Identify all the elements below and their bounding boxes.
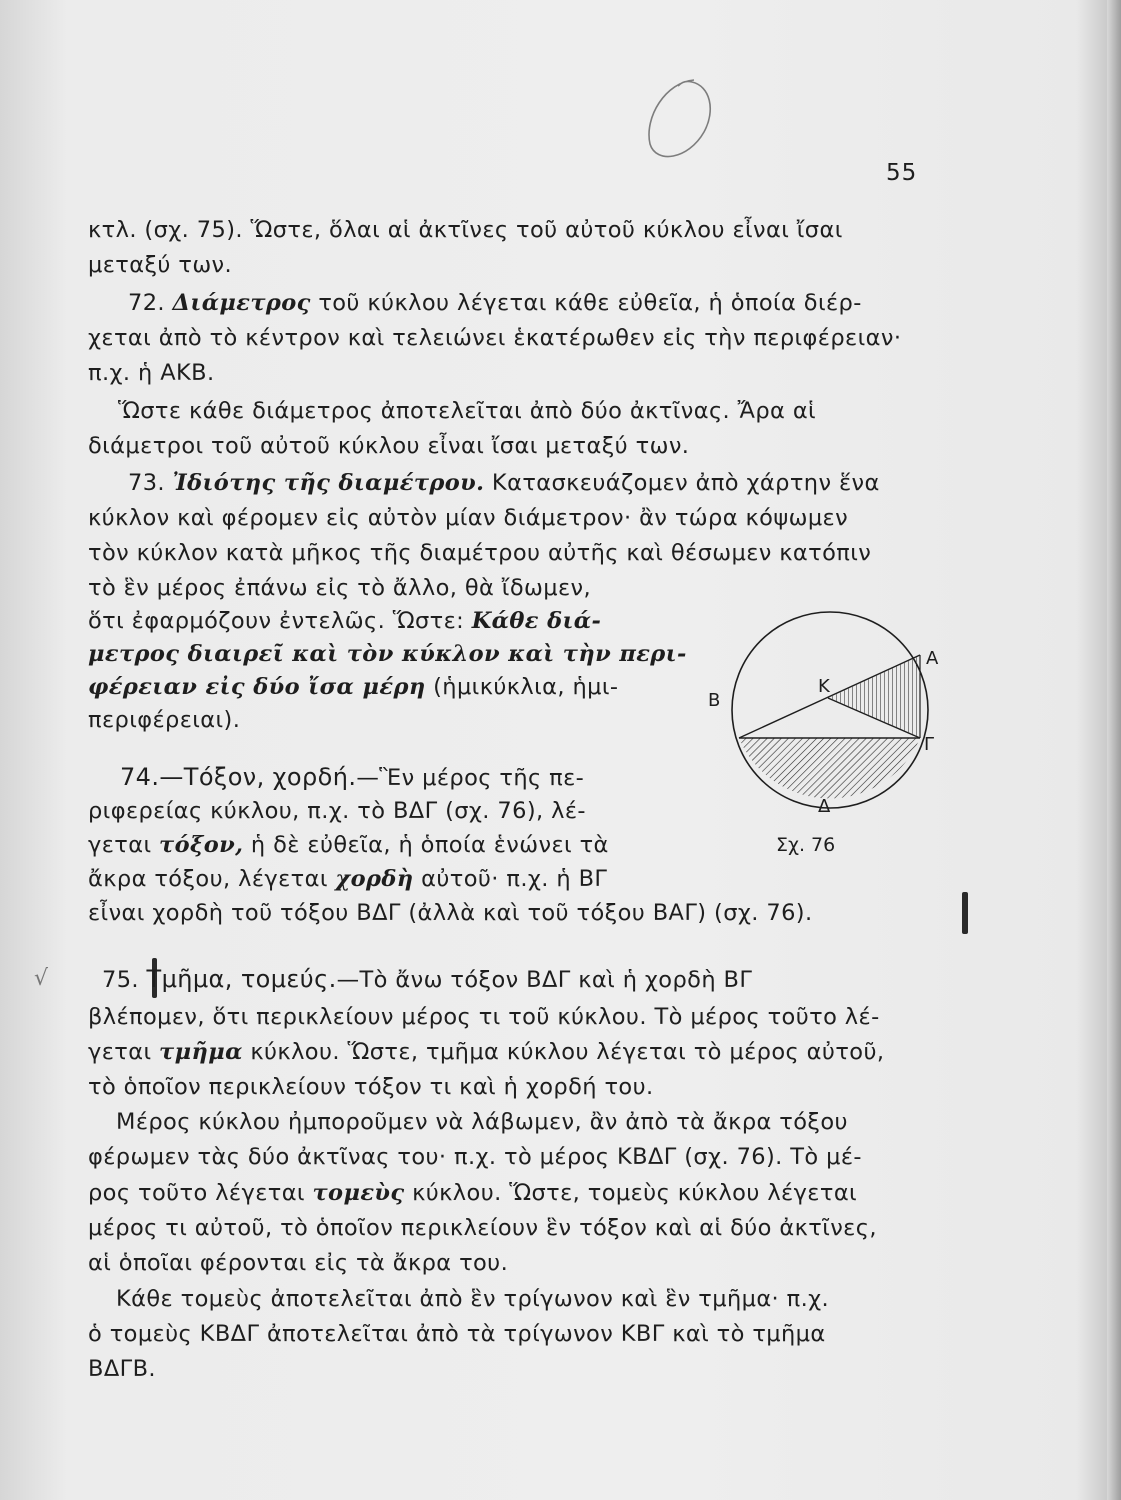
text-line	[88, 1176, 948, 1212]
text-span: αὐτοῦ· π.χ. ἡ ΒΓ	[413, 866, 608, 892]
segment-hatched	[739, 738, 920, 798]
text-line: αἱ ὁποῖαι φέρονται εἰς τὰ ἄκρα του.	[88, 1250, 509, 1276]
figure-76	[700, 600, 960, 860]
text-line: ριφερείας κύκλου, π.χ. τὸ ΒΔΓ (σχ. 76), λέ-	[88, 798, 586, 824]
section-number: 72.	[128, 290, 165, 316]
text-span: γεται	[88, 832, 160, 858]
text-line: τὸ ὁποῖον περικλείουν τόξον τι καὶ ἡ χορδή του.	[88, 1074, 654, 1100]
text-span: —Ἓν μέρος τῆς πε-	[356, 765, 585, 791]
term-toxon-chordi: Τόξον, χορδή.	[183, 763, 357, 791]
text-span: κύκλου. Ὥστε, τομεὺς κύκλου λέγεται	[404, 1180, 858, 1206]
text-span: τοῦ κύκλου λέγεται κάθε εὐθεῖα, ἡ ὁποία διέρ-	[310, 290, 862, 316]
theorem-text: Κάθε διά-	[471, 608, 602, 634]
triangle-hatched	[828, 655, 920, 738]
paragraph-75-heading	[88, 962, 948, 999]
text-line: μεταξύ των.	[88, 252, 233, 278]
margin-tick: √	[34, 966, 49, 991]
text-span: ὅτι ἐφαρμόζουν ἐντελῶς. Ὥστε:	[88, 608, 472, 634]
figure-caption: Σχ. 76	[776, 834, 836, 856]
text-line: κύκλον καὶ φέρομεν εἰς αὐτὸν μίαν διάμετρον· ἂν τώρα κόψωμεν	[88, 505, 849, 531]
paragraph-74-heading	[88, 760, 700, 797]
text-line: εἶναι χορδὴ τοῦ τόξου ΒΔΓ (ἀλλὰ καὶ τοῦ τόξου ΒΑΓ) (σχ. 76).	[88, 900, 813, 926]
margin-mark	[962, 892, 968, 934]
text-line: π.χ. ἡ ΑΚΒ.	[88, 360, 215, 386]
text-span: (ἡμικύκλια, ἡμι-	[425, 674, 619, 700]
text-span: ἡ δὲ εὐθεῖα, ἡ ὁποία ἑνώνει τὰ	[243, 832, 609, 858]
theorem-text: φέρειαν εἰς δύο ἴσα μέρη	[88, 674, 426, 700]
section-number: 73.	[128, 470, 165, 496]
paragraph-72-heading	[88, 286, 948, 322]
text-line	[88, 1035, 948, 1071]
section-number: 75.	[102, 967, 139, 993]
text-span: Κατασκευάζομεν ἀπὸ χάρτην ἕνα	[484, 470, 880, 496]
text-line: περιφέρειαι).	[88, 707, 241, 733]
text-line: Μέρος κύκλου ἠμποροῦμεν νὰ λάβωμεν, ἂν ἀπὸ τὰ ἄκρα τόξου	[116, 1109, 848, 1135]
term-tomeus: τομεὺς	[312, 1180, 405, 1206]
text-line: ὁ τομεὺς ΚΒΔΓ ἀποτελεῖται ἀπὸ τὰ τρίγωνον ΚΒΓ καὶ τὸ τμῆμα	[88, 1321, 826, 1347]
pencil-circle-mark	[636, 72, 720, 168]
page-number: 55	[886, 160, 918, 186]
term-tmima: τμῆμα	[159, 1039, 243, 1065]
text-line	[88, 862, 668, 898]
theorem-text: μετρος διαιρεῖ καὶ τὸν κύκλον καὶ τὴν περι-	[88, 641, 687, 667]
text-line: βλέπομεν, ὅτι περικλείουν μέρος τι τοῦ κύκλου. Τὸ μέρος τοῦτο λέ-	[88, 1004, 880, 1030]
text-line	[88, 604, 668, 640]
term-tmima-tomeus: Τμῆμα, τομεύς.	[146, 965, 337, 993]
text-line: χεται ἀπὸ τὸ κέντρον καὶ τελειώνει ἑκατέρωθεν εἰς τὴν περιφέρειαν·	[88, 325, 902, 351]
text-span: ἄκρα τόξου, λέγεται	[88, 866, 336, 892]
page-edge	[1107, 0, 1121, 1500]
text-line: Κάθε τομεὺς ἀποτελεῖται ἀπὸ ἓν τρίγωνον καὶ ἓν τμῆμα· π.χ.	[116, 1286, 830, 1312]
text-span: γεται	[88, 1039, 160, 1065]
text-line	[88, 670, 668, 706]
text-line: τὸν κύκλον κατὰ μῆκος τῆς διαμέτρου αὐτῆς καὶ θέσωμεν κατόπιν	[88, 540, 872, 566]
text-line	[88, 828, 668, 864]
figure-label-k: Κ	[818, 676, 830, 697]
term-idiotis: Ἰδιότης τῆς διαμέτρου.	[172, 470, 485, 496]
term-chordi: χορδὴ	[335, 866, 414, 892]
text-line: φέρωμεν τὰς δύο ἀκτῖνας του· π.χ. τὸ μέρος ΚΒΔΓ (σχ. 76). Τὸ μέ-	[88, 1144, 862, 1170]
text-line: κτλ. (σχ. 75). Ὥστε, ὅλαι αἱ ἀκτῖνες τοῦ αὐτοῦ κύκλου εἶναι ἴσαι	[88, 217, 843, 243]
figure-label-g: Γ	[924, 734, 935, 755]
figure-label-d: Δ	[818, 796, 831, 817]
term-diametros: Διάμετρος	[172, 290, 311, 316]
text-span: —Τὸ ἄνω τόξον ΒΔΓ καὶ ἡ χορδὴ ΒΓ	[336, 967, 753, 993]
figure-label-b: Β	[708, 690, 721, 711]
figure-label-a: Α	[926, 648, 939, 669]
text-line: διάμετροι τοῦ αὐτοῦ κύκλου εἶναι ἴσαι μεταξύ των.	[88, 433, 690, 459]
paragraph-73-heading	[88, 466, 948, 502]
text-line: τὸ ἓν μέρος ἐπάνω εἰς τὸ ἄλλο, θὰ ἴδωμεν,	[88, 575, 592, 601]
section-number: 74.—	[120, 763, 184, 791]
text-line: μέρος τι αὐτοῦ, τὸ ὁποῖον περικλείουν ἓν τόξον καὶ αἱ δύο ἀκτῖνες,	[88, 1215, 877, 1241]
text-line: Ὥστε κάθε διάμετρος ἀποτελεῖται ἀπὸ δύο ἀκτῖνας. Ἄρα αἱ	[118, 398, 817, 424]
text-line: ΒΔΓΒ.	[88, 1356, 156, 1382]
text-span: ρος τοῦτο λέγεται	[88, 1180, 313, 1206]
text-span: κύκλου. Ὥστε, τμῆμα κύκλου λέγεται τὸ μέρος αὐτοῦ,	[242, 1039, 885, 1065]
term-toxon: τόξον,	[159, 832, 244, 858]
